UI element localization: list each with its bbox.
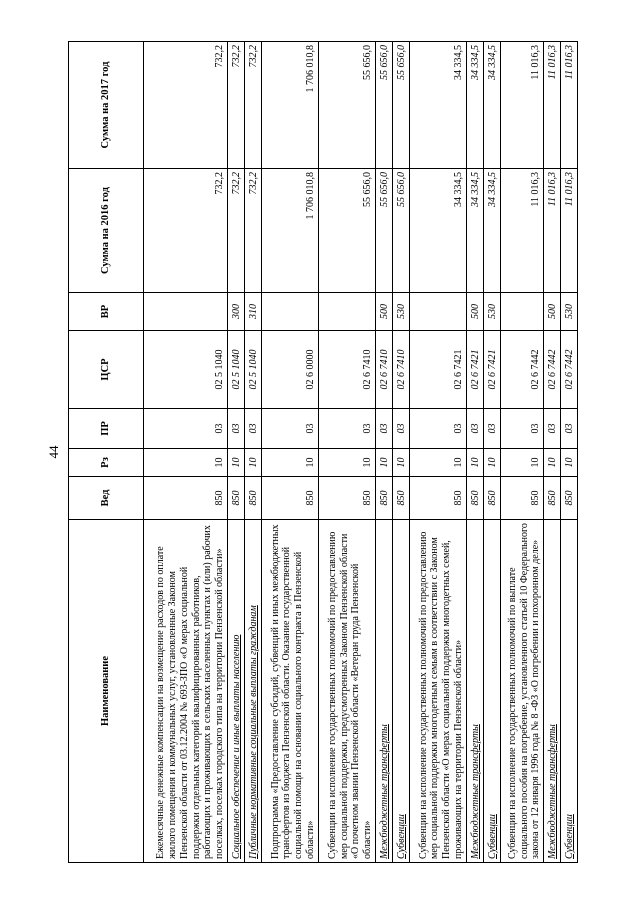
- cell-rz: 10: [409, 449, 466, 477]
- cell-rz: 10: [375, 449, 392, 477]
- cell-vr: [500, 293, 544, 331]
- cell-sum-2017: 732,2: [228, 42, 245, 169]
- table-row: [375, 42, 392, 863]
- cell-pr: 03: [375, 409, 392, 449]
- cell-pr: 03: [544, 409, 561, 449]
- cell-vr: [144, 293, 228, 331]
- cell-vr: 530: [561, 293, 578, 331]
- cell-csr: 02 5 1040: [144, 331, 228, 409]
- cell-csr: 02 6 7442: [500, 331, 544, 409]
- cell-vr: 530: [392, 293, 409, 331]
- header-pr: ПР: [69, 409, 144, 449]
- table-row: [392, 42, 409, 863]
- header-rz: Рз: [69, 449, 144, 477]
- cell-name: Субвенции: [392, 520, 409, 863]
- cell-rz: 10: [561, 449, 578, 477]
- table-row: [483, 42, 500, 863]
- cell-pr: 03: [261, 409, 318, 449]
- cell-sum-2016: 11 016,3: [500, 169, 544, 293]
- cell-vr: 310: [244, 293, 261, 331]
- cell-rz: 10: [228, 449, 245, 477]
- header-csr: ЦСР: [69, 331, 144, 409]
- cell-rz: 10: [318, 449, 375, 477]
- cell-csr: 02 6 7421: [466, 331, 483, 409]
- table-row: [500, 42, 544, 863]
- cell-name: Ежемесячные денежные компенсации на возмещение расходов по оплате жилого помещения и коммунальных услуг, установленные Законом Пензенской области от 03.12.2004 № 693-ЗПО «О мерах социальной поддержки отдельных категорий квалифицированных работников, работающих и проживающих в сельских населенных пунктах и (или) рабочих поселках, поселках городского типа на территории Пензенской области»: [144, 520, 228, 863]
- cell-csr: 02 6 7421: [409, 331, 466, 409]
- cell-sum-2017: 732,2: [144, 42, 228, 169]
- header-vr: ВР: [69, 293, 144, 331]
- cell-pr: 03: [244, 409, 261, 449]
- table-row: [261, 42, 318, 863]
- cell-ved: 850: [318, 477, 375, 520]
- cell-csr: 02 5 1040: [228, 331, 245, 409]
- cell-pr: 03: [561, 409, 578, 449]
- cell-name: Субвенции на исполнение государственных полномочий по предоставлению мер социальной поддержки, предусмотренных Законом Пензенской области «О почетном звании Пензенской области «Ветеран труда Пензенской области»: [318, 520, 375, 863]
- cell-pr: 03: [392, 409, 409, 449]
- cell-name: Субвенции: [561, 520, 578, 863]
- table-row: [409, 42, 466, 863]
- cell-sum-2016: 1 706 010,8: [261, 169, 318, 293]
- cell-sum-2017: 55 656,0: [392, 42, 409, 169]
- cell-ved: 850: [561, 477, 578, 520]
- cell-name: Субвенции на исполнение государственных полномочий по предоставлению мер социальной поддержки многодетным семьям в соответствии с Законом Пензенской области «О мерах социальной поддержки многодетных семей, проживающих на территории Пензенской области»: [409, 520, 466, 863]
- cell-rz: 10: [544, 449, 561, 477]
- cell-ved: 850: [409, 477, 466, 520]
- cell-pr: 03: [318, 409, 375, 449]
- cell-sum-2017: 11 016,3: [561, 42, 578, 169]
- cell-vr: [409, 293, 466, 331]
- cell-sum-2016: 55 656,0: [318, 169, 375, 293]
- cell-ved: 850: [228, 477, 245, 520]
- cell-sum-2017: 11 016,3: [500, 42, 544, 169]
- cell-sum-2017: 732,2: [244, 42, 261, 169]
- table-row: [466, 42, 483, 863]
- table-body: [144, 42, 578, 863]
- cell-ved: 850: [483, 477, 500, 520]
- cell-csr: 02 5 1040: [244, 331, 261, 409]
- cell-sum-2017: 34 334,5: [409, 42, 466, 169]
- cell-ved: 850: [392, 477, 409, 520]
- cell-rz: 10: [261, 449, 318, 477]
- cell-sum-2016: 732,2: [244, 169, 261, 293]
- cell-vr: 500: [375, 293, 392, 331]
- cell-rz: 10: [144, 449, 228, 477]
- cell-ved: 850: [261, 477, 318, 520]
- cell-ved: 850: [500, 477, 544, 520]
- table-row: [144, 42, 228, 863]
- cell-vr: 500: [466, 293, 483, 331]
- table-header-row: [69, 42, 144, 863]
- table-row: [228, 42, 245, 863]
- cell-csr: 02 6 7442: [544, 331, 561, 409]
- cell-csr: 02 6 7410: [375, 331, 392, 409]
- cell-ved: 850: [466, 477, 483, 520]
- page-number: 44: [46, 445, 61, 459]
- cell-vr: [261, 293, 318, 331]
- cell-csr: 02 6 7410: [392, 331, 409, 409]
- table-row: [544, 42, 561, 863]
- cell-ved: 850: [244, 477, 261, 520]
- cell-csr: 02 6 7421: [483, 331, 500, 409]
- cell-sum-2016: 732,2: [228, 169, 245, 293]
- cell-rz: 10: [392, 449, 409, 477]
- cell-sum-2016: 34 334,5: [483, 169, 500, 293]
- cell-rz: 10: [466, 449, 483, 477]
- cell-pr: 03: [144, 409, 228, 449]
- rotated-table-container: [68, 42, 578, 863]
- table-row: [244, 42, 261, 863]
- cell-name: Публичные нормативные социальные выплаты гражданам: [244, 520, 261, 863]
- header-sum-2016: Сумма на 2016 год: [69, 169, 144, 293]
- cell-sum-2017: 1 706 010,8: [261, 42, 318, 169]
- cell-sum-2017: 34 334,5: [483, 42, 500, 169]
- cell-vr: [318, 293, 375, 331]
- cell-name: Межбюджетные трансферты: [544, 520, 561, 863]
- cell-csr: 02 6 7442: [561, 331, 578, 409]
- cell-vr: 500: [544, 293, 561, 331]
- cell-name: Субвенции: [483, 520, 500, 863]
- header-sum-2017: Сумма на 2017 год: [69, 42, 144, 169]
- cell-vr: 300: [228, 293, 245, 331]
- cell-vr: 530: [483, 293, 500, 331]
- cell-sum-2017: 34 334,5: [466, 42, 483, 169]
- cell-sum-2016: 11 016,3: [561, 169, 578, 293]
- budget-table: [68, 41, 578, 863]
- cell-pr: 03: [483, 409, 500, 449]
- table-row: [561, 42, 578, 863]
- cell-pr: 03: [500, 409, 544, 449]
- cell-csr: 02 6 0000: [261, 331, 318, 409]
- cell-rz: 10: [500, 449, 544, 477]
- cell-name: Межбюджетные трансферты: [375, 520, 392, 863]
- cell-sum-2017: 11 016,3: [544, 42, 561, 169]
- cell-pr: 03: [466, 409, 483, 449]
- cell-sum-2016: 55 656,0: [375, 169, 392, 293]
- cell-rz: 10: [483, 449, 500, 477]
- cell-ved: 850: [144, 477, 228, 520]
- cell-sum-2016: 55 656,0: [392, 169, 409, 293]
- cell-sum-2017: 55 656,0: [375, 42, 392, 169]
- cell-ved: 850: [375, 477, 392, 520]
- cell-rz: 10: [244, 449, 261, 477]
- cell-name: Межбюджетные трансферты: [466, 520, 483, 863]
- header-ved: Вед: [69, 477, 144, 520]
- cell-sum-2016: 34 334,5: [409, 169, 466, 293]
- cell-name: Социальное обеспечение и иные выплаты населению: [228, 520, 245, 863]
- cell-ved: 850: [544, 477, 561, 520]
- cell-sum-2016: 34 334,5: [466, 169, 483, 293]
- cell-name: Подпрограмма «Предоставление субсидий, субвенций и иных межбюджетных трансфертов из бюджета Пензенской области. Оказание государственной социальной помощи на основании социального контракта в Пензенской области»: [261, 520, 318, 863]
- cell-pr: 03: [409, 409, 466, 449]
- cell-pr: 03: [228, 409, 245, 449]
- header-name: Наименование: [69, 520, 144, 863]
- cell-name: Субвенции на исполнение государственных полномочий по выплате социального пособия на погребение, установленного статьей 10 Федерального закона от 12 января 1996 года № 8 -ФЗ «О погребении и похоронном деле»: [500, 520, 544, 863]
- cell-sum-2017: 55 656,0: [318, 42, 375, 169]
- cell-sum-2016: 732,2: [144, 169, 228, 293]
- cell-csr: 02 6 7410: [318, 331, 375, 409]
- table-row: [318, 42, 375, 863]
- cell-sum-2016: 11 016,3: [544, 169, 561, 293]
